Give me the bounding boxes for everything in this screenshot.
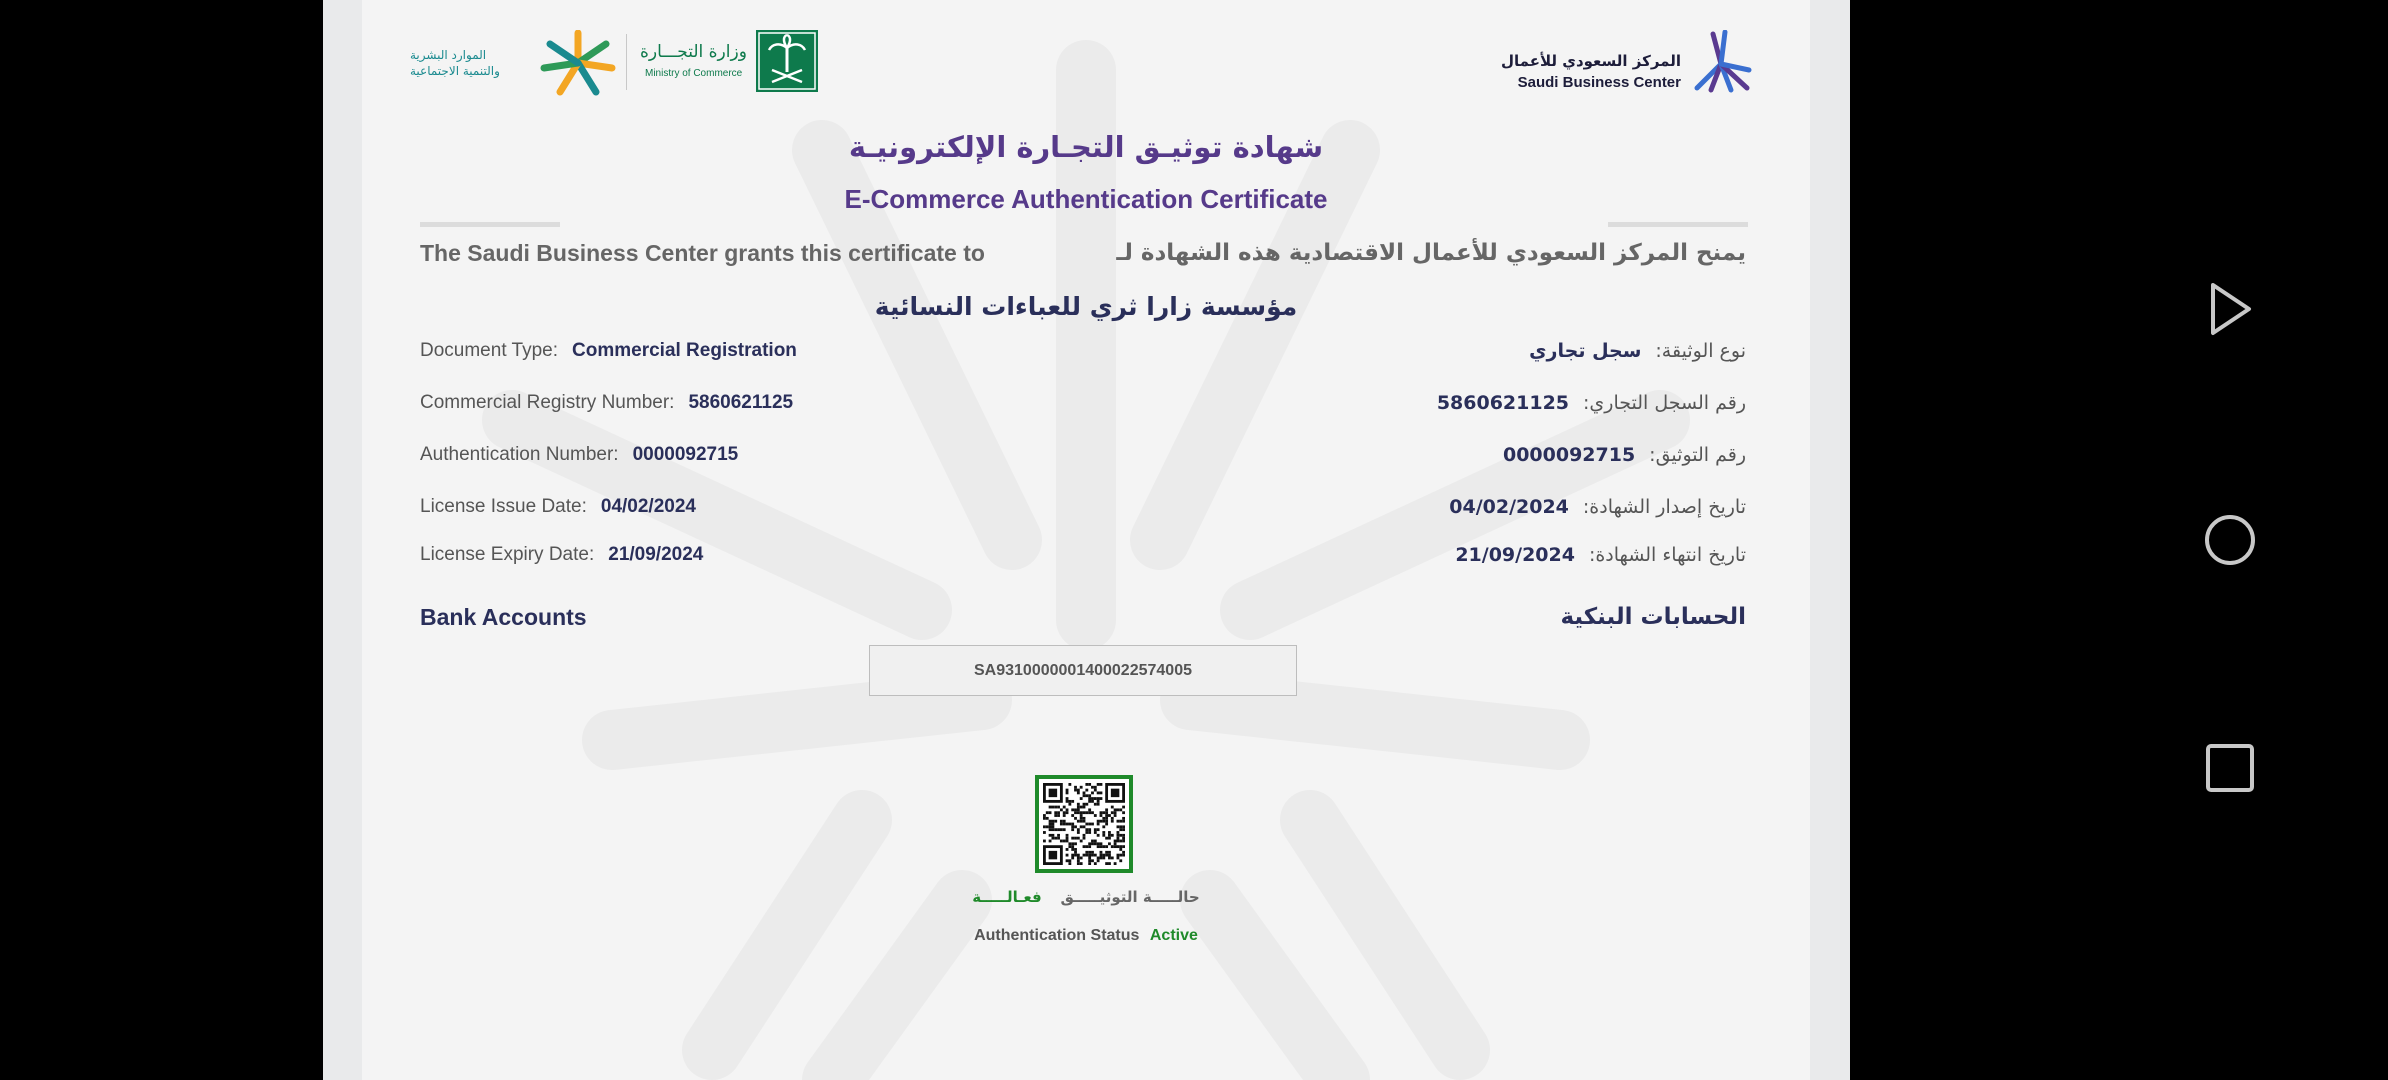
circle-home-icon <box>2202 512 2258 568</box>
sbc-logo <box>1493 30 1753 96</box>
field-expiry-date-en <box>420 544 703 574</box>
status-value: فعـالـــــة <box>972 888 1042 906</box>
certificate-page[interactable] <box>362 0 1810 1080</box>
hrsd-logo-line2: والتنمية الاجتماعية <box>410 64 500 78</box>
bank-accounts-title-ar: الحسابات البنكية <box>1560 604 1746 630</box>
sbc-star-icon <box>1689 30 1753 94</box>
field-value: Commercial Registration <box>572 340 797 361</box>
field-registry-number-en <box>420 392 793 422</box>
saudi-emblem-icon <box>756 30 818 92</box>
field-value: 5860621125 <box>688 392 794 413</box>
square-recents-icon <box>2204 742 2256 794</box>
field-label: Document Type: <box>420 340 559 361</box>
hrsd-logo-line1: الموارد البشرية <box>410 48 487 62</box>
field-value: 5860621125 <box>1436 392 1570 414</box>
moc-logo-ar: وزارة التجـــارة <box>640 42 747 62</box>
authentication-status-ar <box>362 888 1810 906</box>
field-label: Commercial Registry Number: <box>420 392 675 413</box>
back-button[interactable] <box>2200 279 2260 339</box>
field-document-type-ar <box>1529 340 1746 370</box>
field-label: رقم التوثيق: <box>1649 444 1746 466</box>
field-authentication-number-en <box>420 444 738 474</box>
bank-accounts-title-en: Bank Accounts <box>420 604 587 630</box>
decorative-rule-left <box>420 222 560 227</box>
field-value: سجل تجاري <box>1529 340 1642 362</box>
field-authentication-number-ar <box>1503 444 1746 474</box>
government-logos <box>410 28 830 96</box>
establishment-name: مؤسسة زارا ثري للعباءات النسائية <box>874 292 1298 321</box>
field-issue-date-ar <box>1449 496 1746 526</box>
field-label: تاريخ انتهاء الشهادة: <box>1588 544 1746 566</box>
home-button[interactable] <box>2200 510 2260 570</box>
certificate-title-ar: شهادة توثيـق التجـارة الإلكترونيـة <box>848 130 1324 164</box>
qr-code[interactable] <box>1035 775 1133 873</box>
field-label: Authentication Number: <box>420 444 619 465</box>
field-value: 04/02/2024 <box>1449 496 1569 518</box>
field-registry-number-ar <box>1437 392 1746 422</box>
qr-code-icon <box>1043 783 1125 865</box>
triangle-back-icon <box>2205 281 2255 337</box>
status-label: حالـــــة التوثيـــــق <box>1060 888 1200 906</box>
field-value: 21/09/2024 <box>608 544 704 565</box>
field-label: نوع الوثيقة: <box>1655 340 1746 362</box>
recents-button[interactable] <box>2200 738 2260 798</box>
grant-statement-ar: يمنح المركز السعودي للأعمال الاقتصادية هذه الشهادة لـ <box>1116 240 1746 266</box>
field-label: License Expiry Date: <box>420 544 595 565</box>
field-value: 21/09/2024 <box>1455 544 1575 566</box>
moc-logo-en: Ministry of Commerce <box>645 68 743 79</box>
hrsd-star-icon <box>538 30 618 96</box>
field-expiry-date-ar <box>1455 544 1746 574</box>
field-value: 0000092715 <box>632 444 739 465</box>
sbc-logo-en: Saudi Business Center <box>1517 74 1681 91</box>
iban-value: SA9310000001400022574005 <box>869 645 1297 696</box>
sbc-logo-ar: المركز السعودي للأعمال <box>1501 52 1681 70</box>
certificate-title-en: E-Commerce Authentication Certificate <box>844 184 1328 214</box>
field-label: تاريخ إصدار الشهادة: <box>1582 496 1746 518</box>
field-issue-date-en <box>420 496 696 526</box>
logo-divider <box>626 34 627 90</box>
field-label: رقم السجل التجاري: <box>1583 392 1746 414</box>
decorative-rule-right <box>1608 222 1748 227</box>
field-value: 0000092715 <box>1502 444 1636 466</box>
field-value: 04/02/2024 <box>600 496 696 517</box>
field-label: License Issue Date: <box>420 496 587 517</box>
status-value: Active <box>1149 927 1198 944</box>
status-label: Authentication Status <box>974 927 1140 944</box>
field-document-type-en <box>420 340 797 370</box>
authentication-status-en <box>362 927 1810 945</box>
grant-statement-en: The Saudi Business Center grants this certificate to <box>420 240 985 266</box>
